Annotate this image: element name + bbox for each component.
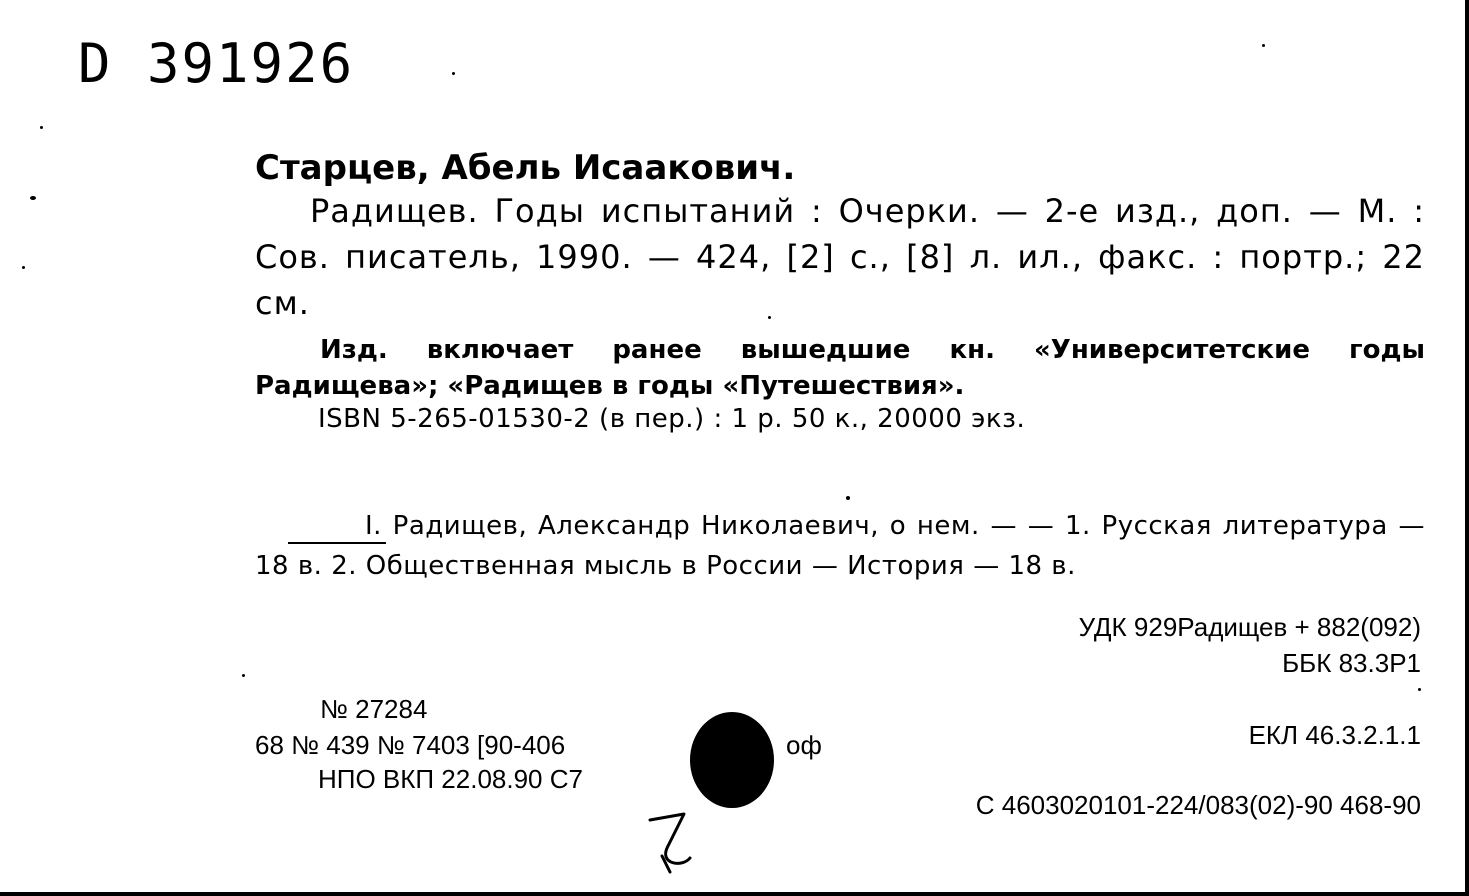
ink-speck [22,266,25,269]
ink-speck [768,316,771,319]
title-statement: Радищев. Годы испытаний : Очерки. — 2-е изд., доп. — М. : Сов. писатель, 1990. — 424, [2] с., [8] л. ил., факс. : портр.; 22 см. [255,192,1425,322]
subject-roman-numeral: I. [310,506,382,546]
call-number: D 391926 [78,32,355,95]
handwritten-mark [640,806,700,876]
ink-speck [40,126,43,129]
ink-speck [846,496,850,500]
c-code: С 4603020101-224/083(02)-90 468-90 [975,790,1421,820]
ekl-code: ЕКЛ 46.3.2.1.1 [1248,720,1421,750]
order-line: 68 № 439 № 7403 [90-406 [255,730,566,760]
ink-speck [452,72,455,75]
of-suffix: оф [786,730,822,760]
udk-code: УДК 929Радищев + 882(092) [1078,612,1421,642]
punch-hole [690,712,774,808]
npo-line: НПО ВКП 22.08.90 С7 [318,764,583,794]
isbn-line: ISBN 5-265-01530-2 (в пер.) : 1 р. 50 к., 20000 экз. [318,404,1026,434]
accession-number: № 27284 [320,694,428,724]
subject-headings [255,506,1425,586]
bbk-code: ББК 83.3Р1 [1282,648,1421,678]
ink-speck [1418,688,1421,691]
author-heading: Старцев, Абель Исаакович. [255,148,796,188]
ink-speck [30,196,36,200]
ink-speck [1262,44,1265,47]
ink-speck [242,674,245,677]
edition-note: Изд. включает ранее вышедшие кн. «Университетские годы Радищева»; «Радищев в годы «Путешествия». [255,335,1425,401]
subject-text: Радищев, Александр Николаевич, о нем. — — 1. Русская литература — 18 в. 2. Общественная мысль в России — История — 18 в. [255,511,1425,581]
